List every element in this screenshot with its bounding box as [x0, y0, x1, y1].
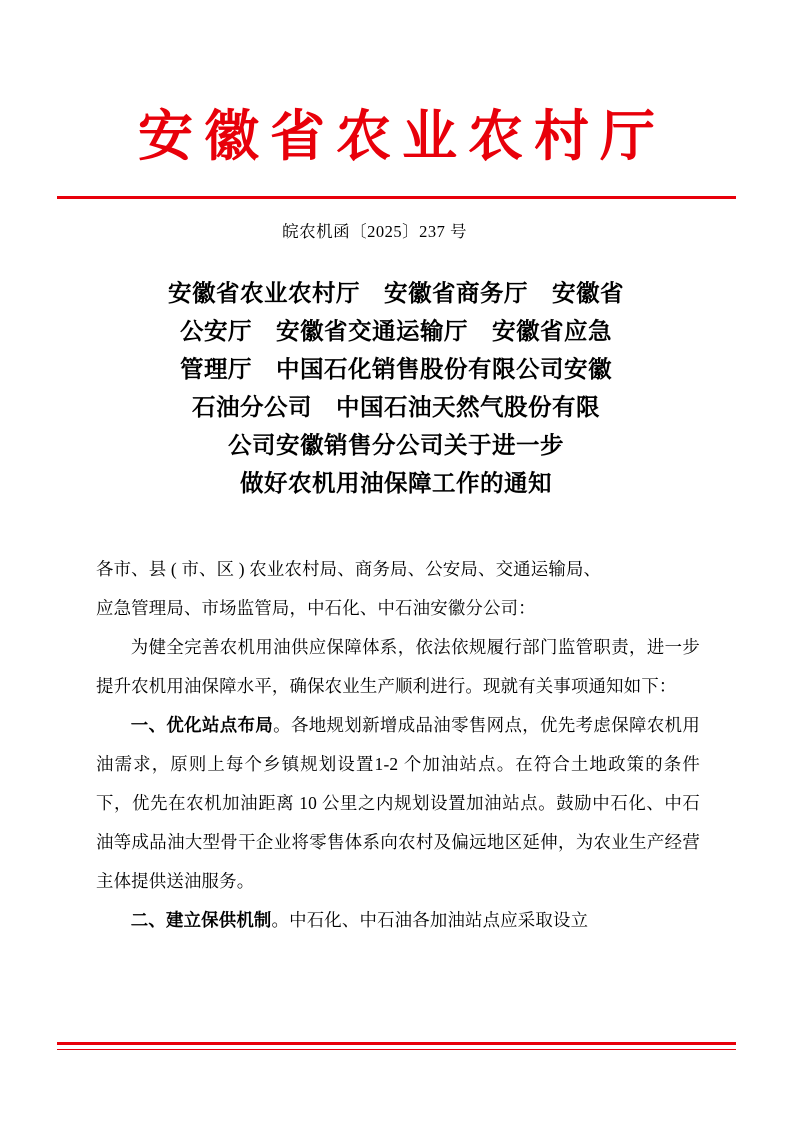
page-title-line: 安徽省农业农村厅 安徽省商务厅 安徽省 [168, 281, 624, 307]
section-item-1-label: 一、优化站点布局 [130, 715, 274, 735]
addressee-line-1: 各市、县 ( 市、区 ) 农业农村局、商务局、公安局、交通运输局、 [96, 559, 602, 579]
page-title [96, 275, 696, 503]
page-title-line: 石油分公司 中国石油天然气股份有限 [192, 395, 600, 421]
section-item-2-label: 二、建立保供机制 [130, 910, 272, 930]
addressee-line-2: 应急管理局、市场监管局，中石化、中石油安徽分公司： [96, 598, 536, 618]
section-item-2-text: 。中石化、中石油各加油站点应采取设立 [271, 910, 589, 930]
page-title-line: 管理厅 中国石化销售股份有限公司安徽 [180, 357, 612, 383]
section-item-1-text: 。各地规划新增成品油零售网点，优先考虑保障农机用油需求，原则上每个乡镇规划设置1-2 个加油站点。在符合土地政策的条件下，优先在农机加油距离 10 公里之内规划设置加油站点。鼓励中石化、中石油等成品油大型骨干企业将零售体系向农村及偏远地区延伸，为农业生产经营主体提供送油服务。 [96, 715, 700, 891]
document-number: 皖农机函〔2025〕237 号 [282, 222, 467, 241]
letterhead-title: 安徽省农业农村厅 [137, 106, 666, 167]
footer-divider-rule-thick [57, 1042, 736, 1045]
section-item-1 [96, 706, 700, 901]
header-divider-rule [57, 196, 736, 199]
footer-divider-rule-thin [57, 1049, 736, 1050]
intro-paragraph: 为健全完善农机用油供应保障体系，依法依规履行部门监管职责，进一步提升农机用油保障水平，确保农业生产顺利进行。现就有关事项通知如下： [96, 637, 700, 696]
page-title-line: 做好农机用油保障工作的通知 [240, 471, 552, 497]
letterhead [0, 108, 793, 166]
page-title-line: 公安厅 安徽省交通运输厅 安徽省应急 [180, 319, 612, 345]
document-body [96, 550, 700, 940]
section-item-2 [96, 901, 700, 940]
page-title-line: 公司安徽销售分公司关于进一步 [228, 433, 564, 459]
